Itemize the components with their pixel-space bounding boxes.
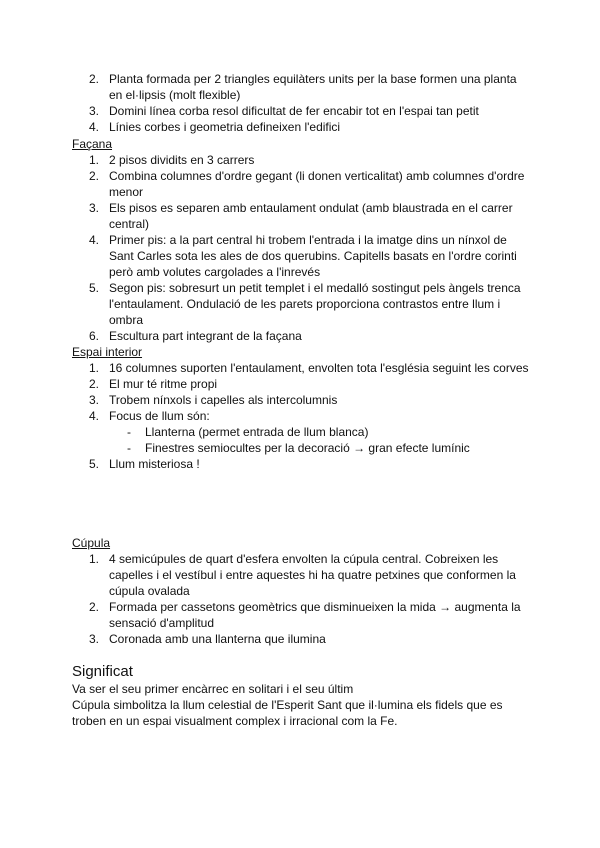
item-number: 4.: [89, 233, 100, 247]
item-number: 1.: [89, 361, 100, 375]
item-number: 3.: [89, 104, 100, 118]
item-text: 4 semicúpules de quart d'esfera envolten la cúpula central. Cobreixen les capelles i el vestíbul i entre aquestes hi ha quatre petxines que conformen la cúpula ovalada: [109, 552, 516, 598]
list-item: [0, 456, 529, 472]
dash-bullet: -: [127, 425, 131, 439]
section-heading: Espai interior: [72, 345, 143, 359]
item-number: 1.: [89, 153, 100, 167]
list-item: [0, 103, 529, 119]
item-number: 3.: [89, 632, 100, 646]
list-item: [0, 631, 529, 647]
list-item: [0, 71, 529, 103]
item-text: Llum misteriosa !: [109, 457, 200, 471]
item-text: Els pisos es separen amb entaulament ondulat (amb blaustrada en el carrer central): [109, 201, 513, 231]
list-item: [0, 392, 529, 408]
section-cupula: [0, 535, 600, 647]
list-item: [0, 152, 529, 168]
item-text: Llanterna (permet entrada de llum blanca): [145, 425, 369, 439]
section-facana: [0, 136, 600, 344]
section-heading: Façana: [72, 137, 113, 151]
item-number: 6.: [89, 329, 100, 343]
item-text: El mur té ritme propi: [109, 377, 218, 391]
dash-bullet: -: [127, 441, 131, 455]
item-text: Primer pis: a la part central hi trobem l'entrada i la imatge dins un nínxol de Sant Carles sota les ales de dos querubins. Capitells basats en l'ordre corinti però amb volutes cargolades a l'inrevés: [109, 233, 517, 279]
list-item: [0, 168, 529, 200]
item-number: 3.: [89, 393, 100, 407]
item-text: Domini línea corba resol dificultat de fer encabir tot en l'espai tan petit: [109, 104, 479, 118]
item-text: Escultura part integrant de la façana: [109, 329, 302, 343]
sub-list-item: [0, 440, 525, 456]
list-item: [0, 200, 529, 232]
section-heading: Cúpula: [72, 536, 111, 550]
item-text: 2 pisos dividits en 3 carrers: [109, 153, 255, 167]
item-number: 4.: [89, 120, 100, 134]
item-number: 2.: [89, 377, 100, 391]
item-text: Combina columnes d'ordre gegant (li donen verticalitat) amb columnes d'ordre menor: [109, 169, 525, 199]
paragraph: Cúpula simbolitza la llum celestial de l'Esperit Sant que il·lumina els fidels que es troben en un espai visualment complex i irracional com la Fe.: [72, 698, 503, 728]
item-number: 4.: [89, 409, 100, 423]
list-item: [0, 599, 529, 631]
item-text: Finestres semiocultes per la decoració → gran efecte lumínic: [145, 441, 470, 455]
item-number: 5.: [89, 281, 100, 295]
section-significat: [0, 663, 600, 729]
list-item: [0, 119, 529, 135]
item-number: 2.: [89, 169, 100, 183]
item-number: 1.: [89, 552, 100, 566]
list-item: [0, 551, 529, 599]
list-item: [0, 232, 529, 280]
list-item: [0, 408, 529, 424]
list-item: [0, 360, 529, 376]
list-item: [0, 280, 529, 328]
item-text: Coronada amb una llanterna que ilumina: [109, 632, 326, 646]
item-text: Focus de llum són:: [109, 409, 210, 423]
item-number: 5.: [89, 457, 100, 471]
list-item: [0, 376, 529, 392]
item-number: 2.: [89, 72, 100, 86]
item-text: Trobem nínxols i capelles als intercolumnis: [109, 393, 338, 407]
item-text: Segon pis: sobresurt un petit templet i el medalló sostingut pels àngels trenca l'entaulament. Ondulació de les parets proporciona contrastos entre llum i ombra: [109, 281, 521, 327]
paragraph: Va ser el seu primer encàrrec en solitari i el seu últim: [72, 682, 354, 696]
section-title: Significat: [72, 663, 133, 680]
list-top: [0, 71, 600, 135]
section-interior: [0, 344, 600, 472]
item-text: Formada per cassetons geomètrics que disminueixen la mida → augmenta la sensació d'amplitud: [109, 600, 521, 630]
item-text: Línies corbes i geometria defineixen l'edifici: [109, 120, 341, 134]
item-number: 2.: [89, 600, 100, 614]
item-text: Planta formada per 2 triangles equilàters units per la base formen una planta en el·lipsis (molt flexible): [109, 72, 517, 102]
item-text: 16 columnes suporten l'entaulament, envolten tota l'església seguint les corves: [109, 361, 529, 375]
list-item: [0, 328, 529, 344]
sub-list-item: [0, 424, 525, 440]
item-number: 3.: [89, 201, 100, 215]
